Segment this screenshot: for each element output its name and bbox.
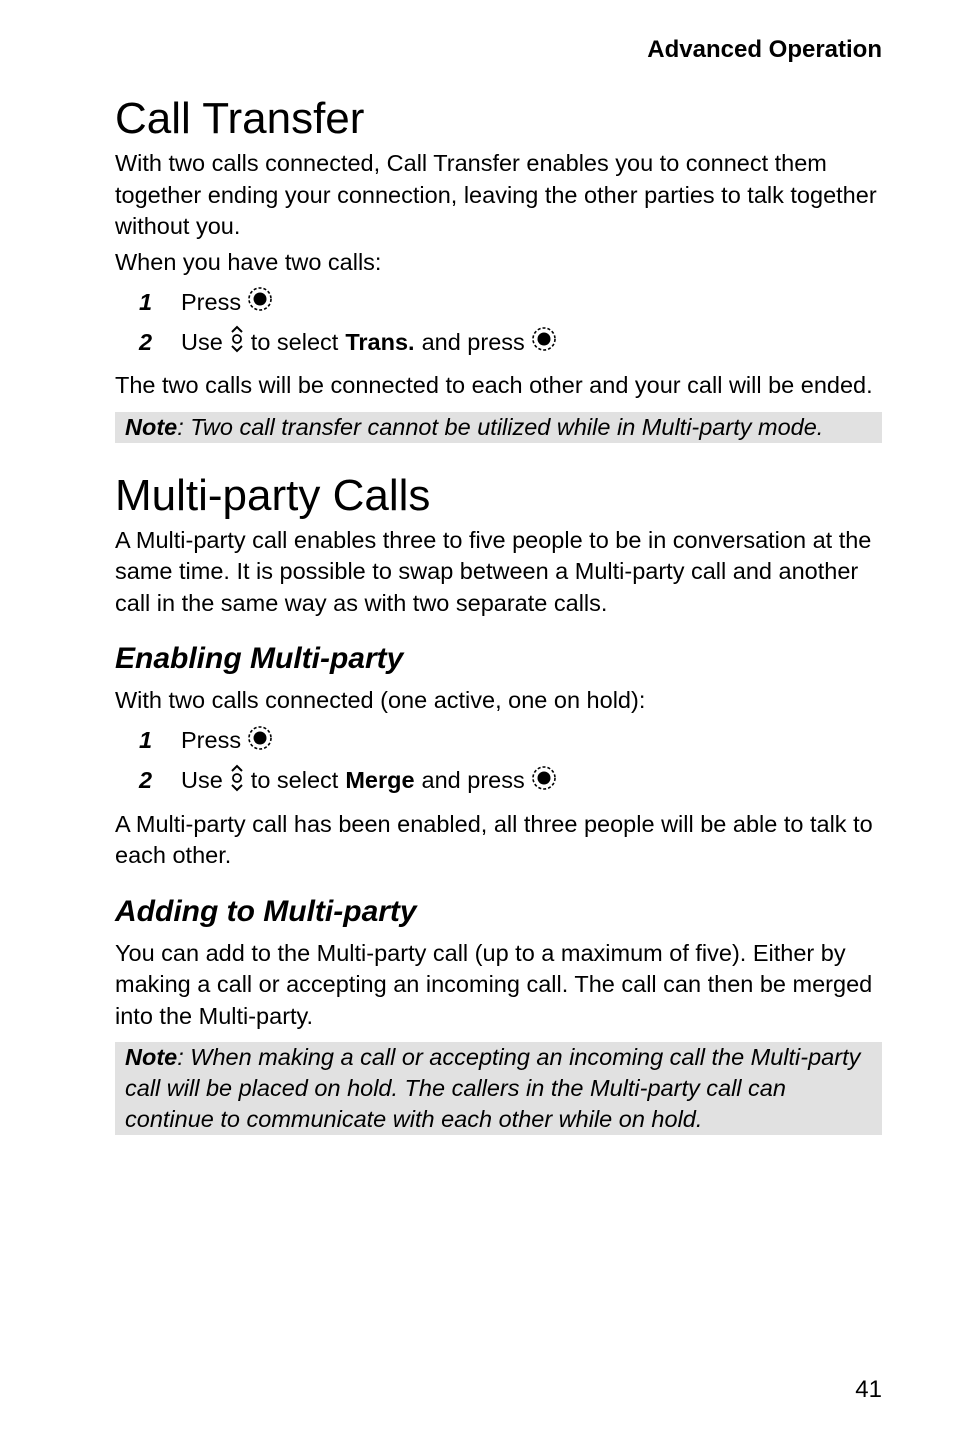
call-transfer-intro: With two calls connected, Call Transfer enables you to connect them together ending your connection, leaving the other parties to talk together without you. bbox=[115, 150, 877, 239]
note-label: Note bbox=[125, 1044, 178, 1070]
navigation-key-icon bbox=[229, 764, 245, 798]
step-text: and press bbox=[421, 767, 525, 793]
note-label: Note bbox=[125, 413, 178, 440]
step-text: to select bbox=[250, 328, 339, 355]
step-text: and press bbox=[421, 328, 525, 355]
call-transfer-lead: When you have two calls: bbox=[115, 248, 382, 275]
step-2 bbox=[115, 322, 882, 362]
step-1 bbox=[115, 721, 882, 761]
page-number: 41 bbox=[855, 1376, 882, 1403]
adding-body: You can add to the Multi-party call (up to a maximum of five). Either by making a call or accepting an incoming call. The call can then be merged into the Multi-party. bbox=[115, 939, 873, 1029]
section-title-multi-party: Multi-party Calls bbox=[115, 470, 431, 520]
step-text: Press bbox=[181, 727, 242, 753]
step-text: Use bbox=[181, 767, 223, 793]
step-text: Press bbox=[181, 288, 242, 315]
enabling-result: A Multi-party call has been enabled, all three people will be able to talk to each other. bbox=[115, 810, 873, 868]
select-key-icon bbox=[531, 326, 557, 358]
enabling-lead: With two calls connected (one active, one on hold): bbox=[115, 687, 646, 713]
select-key-icon bbox=[531, 765, 557, 797]
page-content bbox=[115, 90, 882, 1135]
step-keyword: Trans. bbox=[345, 328, 415, 355]
enabling-steps bbox=[115, 721, 882, 801]
navigation-key-icon bbox=[229, 325, 245, 359]
note-text: : When making a call or accepting an incoming call the Multi-party call will be placed on hold. The callers in the Multi-party call can continue to communicate with each other while on hold. bbox=[125, 1044, 861, 1132]
step-text: to select bbox=[250, 767, 339, 793]
call-transfer-steps bbox=[115, 282, 882, 362]
step-number: 1 bbox=[139, 288, 153, 315]
select-key-icon bbox=[247, 725, 273, 757]
multi-party-intro: A Multi-party call enables three to five people to be in conversation at the same time. It is possible to swap between a Multi-party call and another call in the same way as with two separate calls. bbox=[115, 526, 872, 616]
step-1 bbox=[115, 282, 882, 322]
step-number: 1 bbox=[139, 727, 153, 753]
subsection-title-adding: Adding to Multi-party bbox=[115, 894, 417, 928]
call-transfer-result: The two calls will be connected to each other and your call will be ended. bbox=[115, 372, 873, 398]
step-keyword: Merge bbox=[345, 767, 415, 793]
section-title-call-transfer: Call Transfer bbox=[115, 94, 365, 143]
step-number: 2 bbox=[139, 767, 153, 793]
note-call-transfer bbox=[115, 412, 882, 443]
step-2 bbox=[115, 761, 882, 801]
select-key-icon bbox=[247, 286, 273, 318]
note-text: : Two call transfer cannot be utilized while in Multi-party mode. bbox=[177, 413, 824, 440]
step-text: Use bbox=[181, 328, 223, 355]
note-adding bbox=[115, 1042, 882, 1135]
running-header: Advanced Operation bbox=[647, 36, 882, 63]
step-number: 2 bbox=[139, 328, 153, 355]
subsection-title-enabling: Enabling Multi-party bbox=[115, 642, 404, 675]
